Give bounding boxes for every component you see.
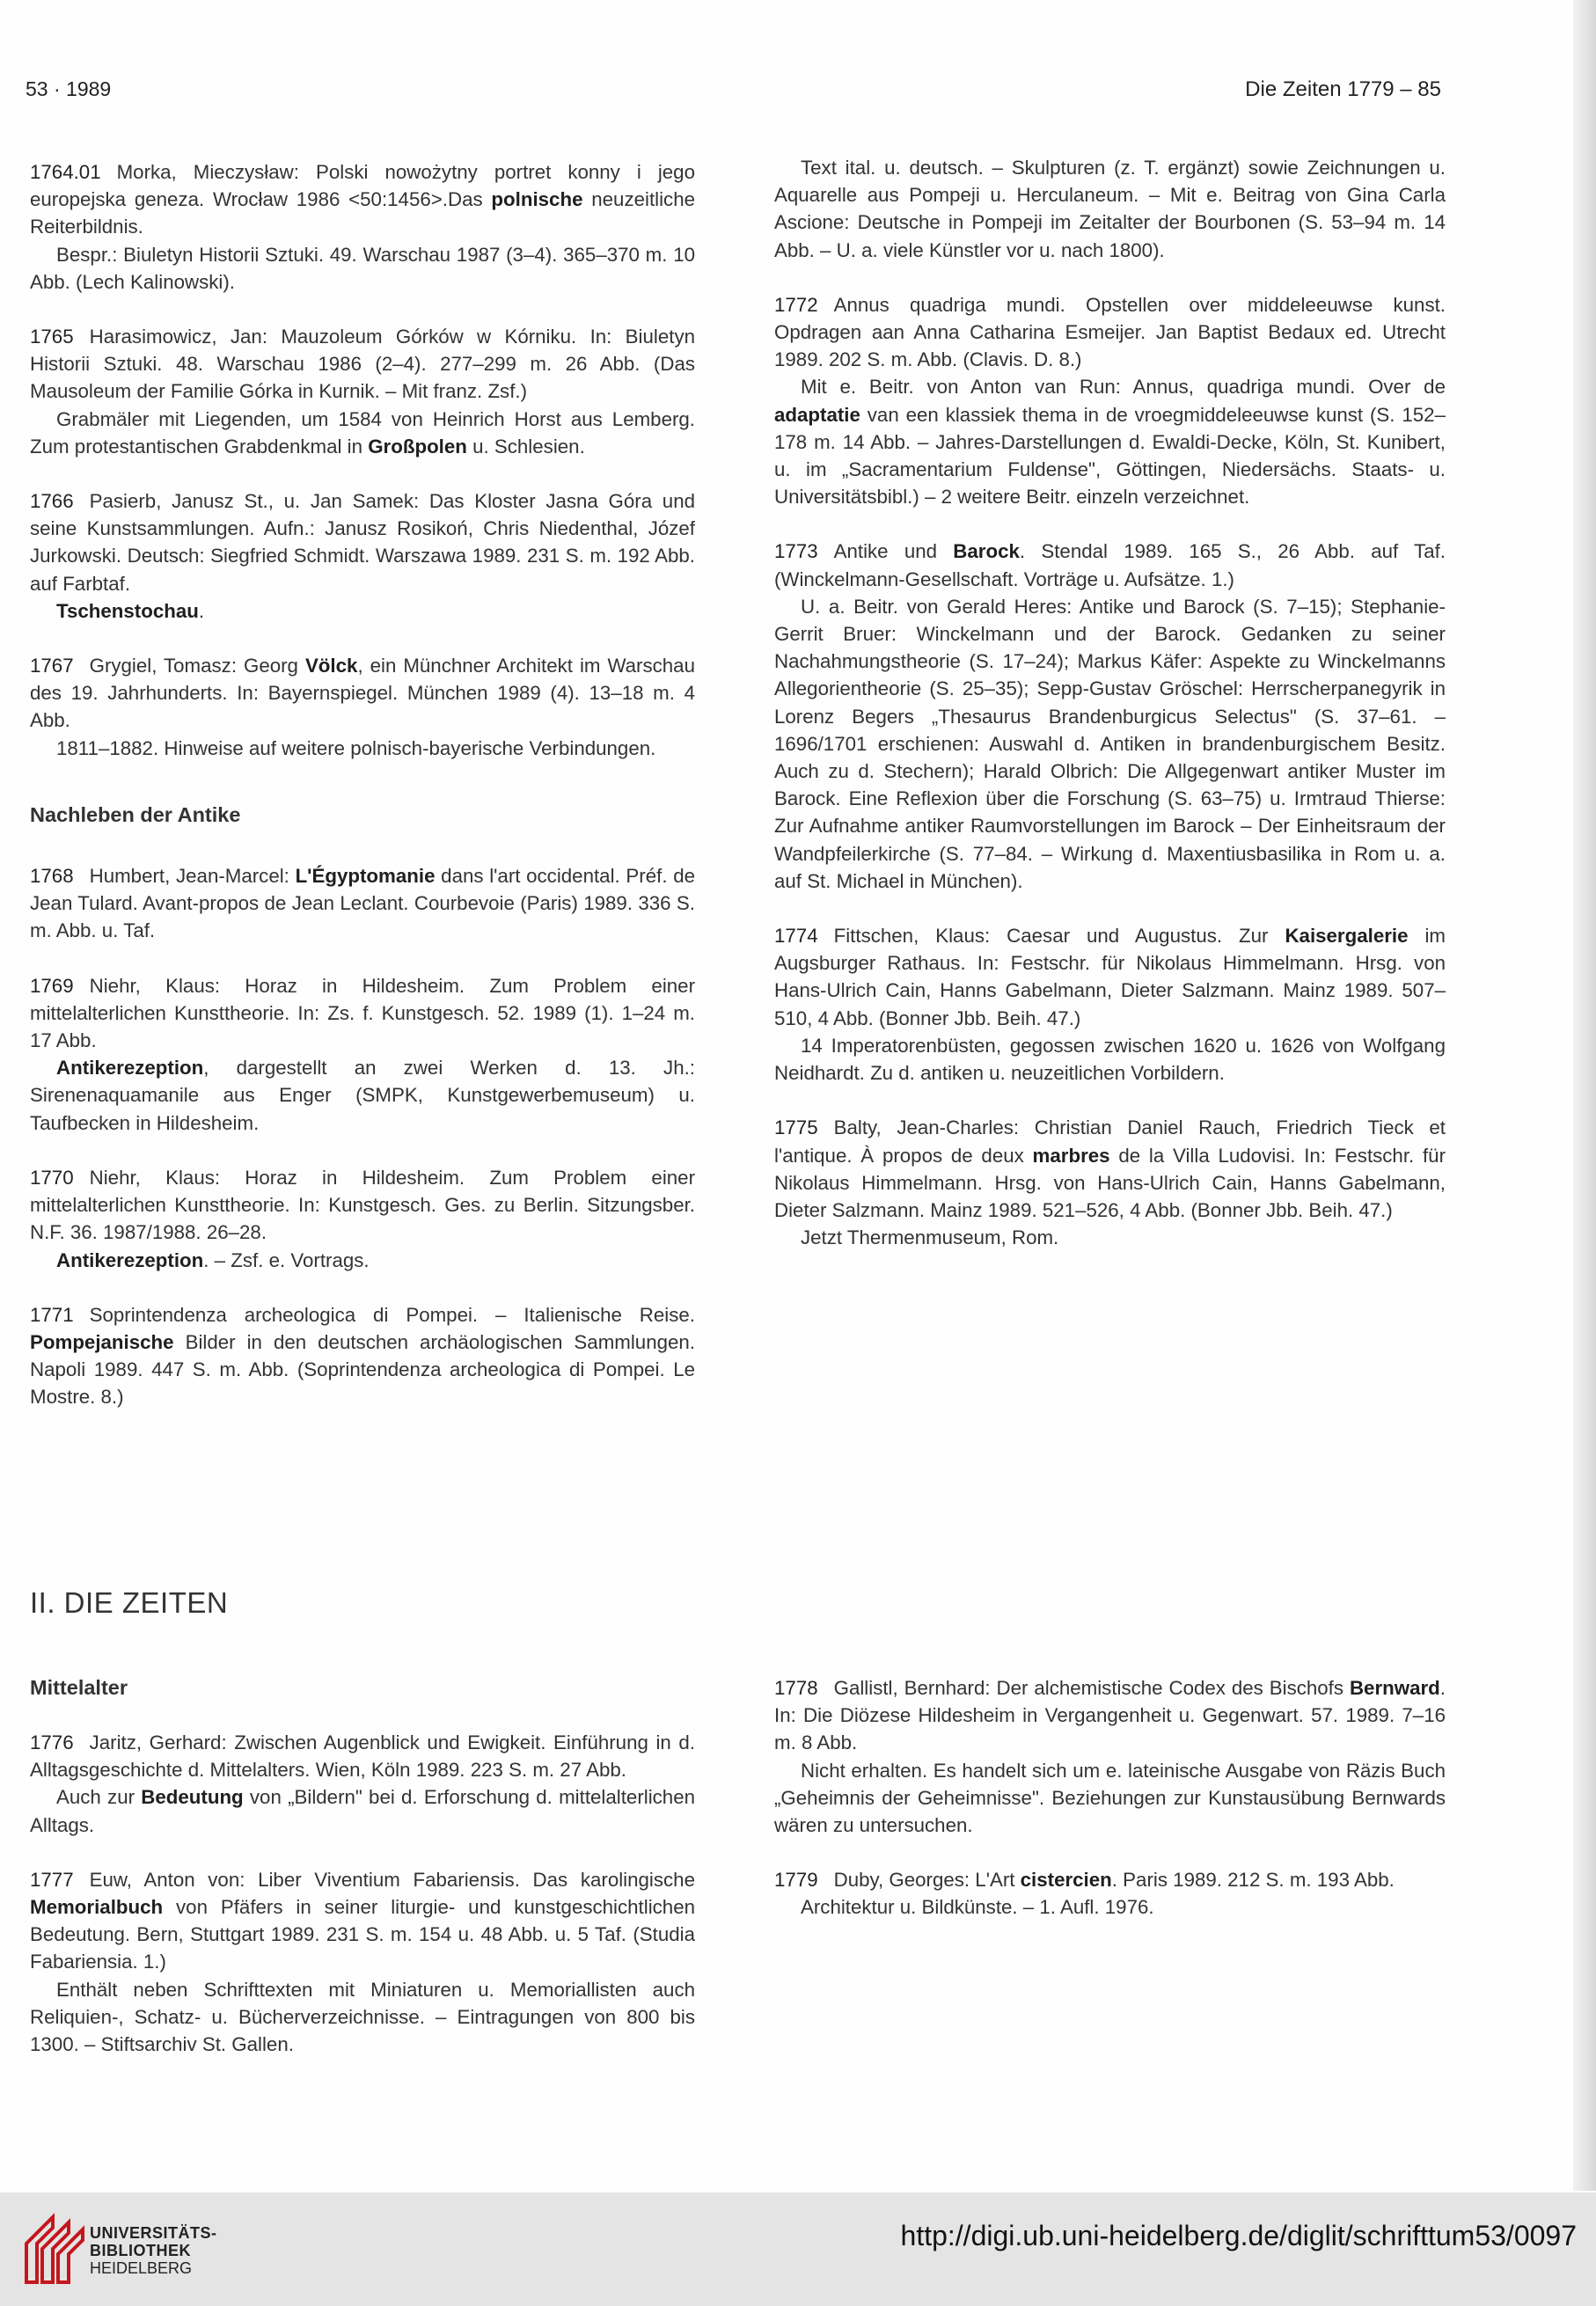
keyword-bold: cistercien xyxy=(1020,1869,1112,1892)
bibliography-entry xyxy=(30,862,695,945)
page-edge-shadow xyxy=(1573,0,1596,2191)
keyword-bold: Antikerezeption xyxy=(56,1057,204,1080)
library-logo-text xyxy=(90,2224,217,2277)
entry-number: 1776 xyxy=(30,1731,74,1753)
entry-annotation xyxy=(774,1032,1446,1087)
entry-annotation xyxy=(774,373,1446,510)
entry-number: 1764.01 xyxy=(30,161,101,183)
entry-annotation xyxy=(30,1054,695,1137)
entry-number: 1777 xyxy=(30,1868,74,1891)
entry-annotation xyxy=(774,593,1446,895)
text-run: Soprintendenza archeologica di Pompei. – Italienische Reise. xyxy=(89,1303,695,1326)
bibliography-entry xyxy=(30,1301,695,1411)
text-run: Euw, Anton von: Liber Viventium Fabariensis. Das karolingische xyxy=(89,1868,695,1891)
bibliography-entry xyxy=(774,1866,1446,1921)
entry-number: 1774 xyxy=(774,925,818,948)
text-run: Balty, Jean-Charles: Christian Daniel Rauch, Friedrich Tieck et l'antique. À propos de deux xyxy=(774,1116,1446,1167)
bibliography-entry xyxy=(30,1164,695,1274)
entry-number: 1768 xyxy=(30,865,74,888)
entry-citation xyxy=(30,1301,695,1411)
entry-annotation xyxy=(30,1247,695,1274)
entry-number: 1779 xyxy=(774,1869,818,1892)
text-run: Grygiel, Tomasz: Georg xyxy=(89,655,305,677)
entry-citation xyxy=(30,323,695,406)
text-run: u. Schlesien. xyxy=(466,435,585,458)
keyword-bold: Tschenstochau xyxy=(56,599,199,622)
entry-citation xyxy=(774,154,1446,264)
keyword-bold: marbres xyxy=(1032,1144,1110,1167)
text-run: . – Zsf. e. Vortrags. xyxy=(203,1248,370,1271)
running-head-right: Die Zeiten 1779 – 85 xyxy=(1245,77,1441,101)
right-column-lower xyxy=(774,1674,1446,1949)
text-run: Morka, Mieczysław: Polski nowożytny portret konny i jego europejska geneza. Wrocław 1986 <50:1456>. xyxy=(30,161,695,211)
bibliography-entry xyxy=(774,922,1446,1087)
text-run: U. a. Beitr. von Gerald Heres: Antike und Barock (S. 7–15); Stephanie-Gerrit Bruer: Winckelmann und der Barock. Gedanken zu seiner Nachahmungstheorie (S. 17–24); Markus Käfer: Aspekte zu Winckelmanns Allegorientheorie (S. 25–35); Sepp-Gustav Gröschel: Herrscherpanegyrik in Lorenz Begers „Thesaurus Brandenburgicus Selectus" (S. 37–61. – 1696/1701 erschienen: Auswahl d. Antiken in brandenburgischem Besitz. Auch zu d. Stechern); Harald Olbrich: Die Allgegenwart antiker Muster im Barock. Eine Reflexion über die Forschung (S. 63–75) u. Irmtraud Thierse: Zur Aufnahme antiker Raumvorstellungen im Barock – Der Einheitsraum der Wandpfeilerkirche (S. 77–84. – Wirkung d. Maxentiusbasilika in Rom u. a. auf St. Michael in München). xyxy=(774,595,1446,892)
left-column-lower xyxy=(30,1729,695,2085)
entry-citation xyxy=(774,1114,1446,1224)
entry-number: 1766 xyxy=(30,490,74,513)
keyword-bold: Antikerezeption xyxy=(56,1248,204,1271)
text-run: Niehr, Klaus: Horaz in Hildesheim. Zum Problem einer mittelalterlichen Kunsttheorie. In: Kunstgesch. Ges. zu Berlin. Sitzungsber. N.F. 36. 1987/1988. 26–28. xyxy=(30,1166,695,1244)
entry-annotation xyxy=(30,1976,695,2059)
bibliography-entry xyxy=(30,323,695,460)
entry-number: 1770 xyxy=(30,1166,74,1189)
bibliography-entry xyxy=(30,972,695,1137)
text-run: van een klassiek thema in de vroegmiddeleeuwse kunst (S. 152–178 m. 14 Abb. – Jahres-Darstellungen d. Ewaldi-Decke, Köln, St. Kunibert, u. im „Sacramentarium Fuldense", Göttingen, Niedersächs. Staats- u. Universitätsbibl.) – 2 weitere Beitr. einzeln verzeichnet. xyxy=(774,403,1446,509)
right-column-upper xyxy=(774,154,1446,1278)
entry-annotation xyxy=(30,241,695,296)
text-run: Harasimowicz, Jan: Mauzoleum Górków w Kórniku. In: Biuletyn Historii Sztuki. 48. Warschau 1986 (2–4). 277–299 m. 26 Abb. (Das Mausoleum der Familie Górka in Kurnik. – Mit franz. Zsf.) xyxy=(30,326,695,403)
text-run: Antike und xyxy=(833,540,954,563)
footer-url-link[interactable]: http://digi.ub.uni-heidelberg.de/diglit/schrifttum53/0097 xyxy=(900,2220,1577,2251)
bibliography-entry xyxy=(774,291,1446,511)
entry-annotation xyxy=(30,597,695,625)
text-run: Duby, Georges: L'Art xyxy=(833,1869,1021,1892)
text-run: . xyxy=(198,599,205,622)
entry-citation xyxy=(30,972,695,1055)
text-run: 1811–1882. Hinweise auf weitere polnisch-bayerische Verbindungen. xyxy=(56,736,656,759)
logo-line-2: BIBLIOTHEK xyxy=(90,2242,191,2259)
entry-citation xyxy=(774,291,1446,374)
bibliography-entry xyxy=(774,1114,1446,1251)
entry-citation xyxy=(30,652,695,735)
entry-citation xyxy=(774,538,1446,592)
section-heading-mittelalter: Mittelalter xyxy=(30,1676,128,1699)
keyword-bold: adaptatie xyxy=(774,403,860,426)
text-run: Jetzt Thermenmuseum, Rom. xyxy=(801,1226,1059,1249)
text-run: . Stendal 1989. 165 S., 26 Abb. auf Taf. (Winckelmann-Gesellschaft. Vorträge u. Aufsätze. 1.) xyxy=(774,540,1446,590)
text-run: Gallistl, Bernhard: Der alchemistische Codex des Bischofs xyxy=(833,1677,1350,1699)
text-run: Annus quadriga mundi. Opstellen over middeleeuwse kunst. Opdragen aan Anna Catharina Esmeijer. Jan Baptist Bedaux ed. Utrecht 1989. 202 S. m. Abb. (Clavis. D. 8.) xyxy=(774,293,1446,371)
text-run: Jaritz, Gerhard: Zwischen Augenblick und Ewigkeit. Einführung in d. Alltagsgeschichte d. Mittelalters. Wien, Köln 1989. 223 S. m. 27 Abb. xyxy=(30,1731,695,1782)
bibliography-entry xyxy=(774,154,1446,264)
text-run: 14 Imperatorenbüsten, gegossen zwischen 1620 u. 1626 von Wolfgang Neidhardt. Zu d. antiken u. neuzeitlichen Vorbildern. xyxy=(774,1034,1446,1085)
text-run: de la Villa Ludovisi. In: Festschr. für Nikolaus Himmelmann. Hrsg. von Hans-Ulrich Cain, Hanns Gabelmann, Dieter Salzmann. Mainz 1989. 521–526, 4 Abb. (Bonner Jbb. Beih. 47.) xyxy=(774,1144,1446,1221)
text-run: neuzeitliche Reiterbildnis. xyxy=(30,188,695,238)
bibliography-entry xyxy=(30,158,695,296)
entry-citation xyxy=(774,922,1446,1032)
keyword-bold: Pompejanische xyxy=(30,1330,174,1353)
library-logo-icon xyxy=(18,2208,86,2291)
bibliography-entry xyxy=(774,538,1446,895)
keyword-bold: Barock xyxy=(953,540,1020,563)
keyword-bold: Kaisergalerie xyxy=(1285,925,1409,948)
text-run: Grabmäler mit Liegenden, um 1584 von Heinrich Horst aus Lemberg. Zum protestantischen Grabdenkmal in xyxy=(30,407,695,458)
logo-line-3: HEIDELBERG xyxy=(90,2259,193,2277)
bibliography-entry xyxy=(30,1866,695,2058)
entry-annotation xyxy=(30,406,695,460)
bibliography-entry xyxy=(774,1674,1446,1839)
text-run: Enthält neben Schrifttexten mit Miniaturen u. Memoriallisten auch Reliquien-, Schatz- u. Bücherverzeichnisse. – Eintragungen von 800 bis 1300. – Stiftsarchiv St. Gallen. xyxy=(30,1978,695,2056)
entry-annotation xyxy=(774,1224,1446,1251)
text-run: Mit e. Beitr. von Anton van Run: Annus, quadriga mundi. Over de xyxy=(801,376,1446,399)
text-run: Pasierb, Janusz St., u. Jan Samek: Das Kloster Jasna Góra und seine Kunstsammlungen. Aufn.: Janusz Rosikoń, Chris Niedenthal, Józef Jurkowski. Deutsch: Siegfried Schmidt. Warszawa 1989. 231 S. m. 192 Abb. auf Farbtaf. xyxy=(30,490,695,595)
text-run: von „Bildern" bei d. Erforschung d. mittelalterlichen Alltags. xyxy=(30,1786,696,1836)
logo-line-1: UNIVERSITÄTS- xyxy=(90,2224,217,2242)
chapter-heading: II. DIE ZEITEN xyxy=(30,1586,229,1619)
text-run: Das xyxy=(447,188,492,211)
entry-number: 1778 xyxy=(774,1677,818,1699)
entry-citation xyxy=(30,158,695,241)
text-run: , dargestellt an zwei Werken d. 13. Jh.: Sirenenaquamanile aus Enger (SMPK, Kunstgewerbemuseum) u. Taufbecken in Hildesheim. xyxy=(30,1057,695,1134)
entry-number: 1765 xyxy=(30,326,74,348)
entry-citation xyxy=(30,1729,695,1783)
keyword-bold: L'Égyptomanie xyxy=(295,865,436,888)
text-run: Auch zur xyxy=(56,1786,142,1809)
text-run: Fittschen, Klaus: Caesar und Augustus. Zur xyxy=(833,925,1285,948)
running-head-left: 53 · 1989 xyxy=(26,77,112,100)
entry-annotation xyxy=(774,1757,1446,1840)
entry-number: 1767 xyxy=(30,655,74,677)
text-run: dans l'art occidental. Préf. de Jean Tulard. Avant-propos de Jean Leclant. Courbevoie (Paris) 1989. 336 S. m. Abb. u. Taf. xyxy=(30,865,696,942)
text-run: im Augsburger Rathaus. In: Festschr. für Nikolaus Himmelmann. Hrsg. von Hans-Ulrich Cain, Hanns Gabelmann, Dieter Salzmann. Mainz 1989. 507–510, 4 Abb. (Bonner Jbb. Beih. 47.) xyxy=(774,925,1446,1029)
left-column-upper xyxy=(30,158,695,1439)
text-run: Bespr.: Biuletyn Historii Sztuki. 49. Warschau 1987 (3–4). 365–370 m. 10 Abb. (Lech Kalinowski). xyxy=(30,243,695,293)
bibliography-entry xyxy=(30,1729,695,1839)
entry-citation xyxy=(774,1866,1446,1893)
text-run: Text ital. u. deutsch. – Skulpturen (z. T. ergänzt) sowie Zeichnungen u. Aquarelle aus Pompeji u. Herculaneum. – Mit e. Beitrag von Gina Carla Ascione: Deutsche in Pompeji im Zeitalter der Bourbonen (S. 53–94 m. 14 Abb. – U. a. viele Künstler vor u. nach 1800). xyxy=(774,157,1446,261)
text-run: . In: Die Diözese Hildesheim in Vergangenheit u. Gegenwart. 57. 1989. 7–16 m. 8 Abb. xyxy=(774,1677,1446,1754)
text-run: von Pfäfers in seiner liturgie- und kunstgeschichtlichen Bedeutung. Bern, Stuttgart 1989. 231 S. m. 154 u. 48 Abb. u. 5 Taf. (Studia Fabariensia. 1.) xyxy=(30,1896,695,1973)
text-run: Architektur u. Bildkünste. – 1. Aufl. 1976. xyxy=(801,1896,1154,1919)
entry-annotation xyxy=(30,735,695,762)
text-run: Niehr, Klaus: Horaz in Hildesheim. Zum Problem einer mittelalterlichen Kunsttheorie. In: Zs. f. Kunstgesch. 52. 1989 (1). 1–24 m. 17 Abb. xyxy=(30,974,695,1052)
entry-citation xyxy=(30,487,695,597)
section-heading: Nachleben der Antike xyxy=(30,802,241,826)
text-run: Bilder in den deutschen archäologischen Sammlungen. Napoli 1989. 447 S. m. Abb. (Soprintendenza archeologica di Pompei. Le Mostre. 8.) xyxy=(30,1330,695,1409)
keyword-bold: Memorialbuch xyxy=(30,1896,164,1919)
entry-number: 1773 xyxy=(774,540,818,563)
text-run: , ein Münchner Architekt im Warschau des 19. Jahrhunderts. In: Bayernspiegel. München 1989 (4). 13–18 m. 4 Abb. xyxy=(30,655,695,732)
keyword-bold: Bernward xyxy=(1349,1677,1440,1699)
keyword-bold: Völck xyxy=(304,655,358,677)
text-run: Humbert, Jean-Marcel: xyxy=(89,865,296,888)
entry-citation xyxy=(30,1866,695,1976)
text-run: Nicht erhalten. Es handelt sich um e. lateinische Ausgabe von Räzis Buch „Geheimnis der Geheimnisse". Beziehungen zur Kunstausübung Bernwards wären zu untersuchen. xyxy=(774,1759,1446,1837)
text-run: . Paris 1989. 212 S. m. 193 Abb. xyxy=(1111,1869,1395,1892)
entry-citation xyxy=(30,862,695,945)
entry-annotation xyxy=(774,1893,1446,1921)
entry-citation xyxy=(30,1164,695,1247)
keyword-bold: Bedeutung xyxy=(141,1786,244,1809)
bibliography-entry xyxy=(30,487,695,625)
entry-number: 1769 xyxy=(30,974,74,997)
entry-annotation xyxy=(30,1783,695,1838)
entry-number: 1771 xyxy=(30,1303,74,1326)
entry-number: 1775 xyxy=(774,1116,818,1139)
keyword-bold: polnische xyxy=(491,188,583,211)
bibliography-entry xyxy=(30,652,695,762)
keyword-bold: Großpolen xyxy=(368,435,467,458)
entry-number: 1772 xyxy=(774,293,818,316)
entry-citation xyxy=(774,1674,1446,1757)
